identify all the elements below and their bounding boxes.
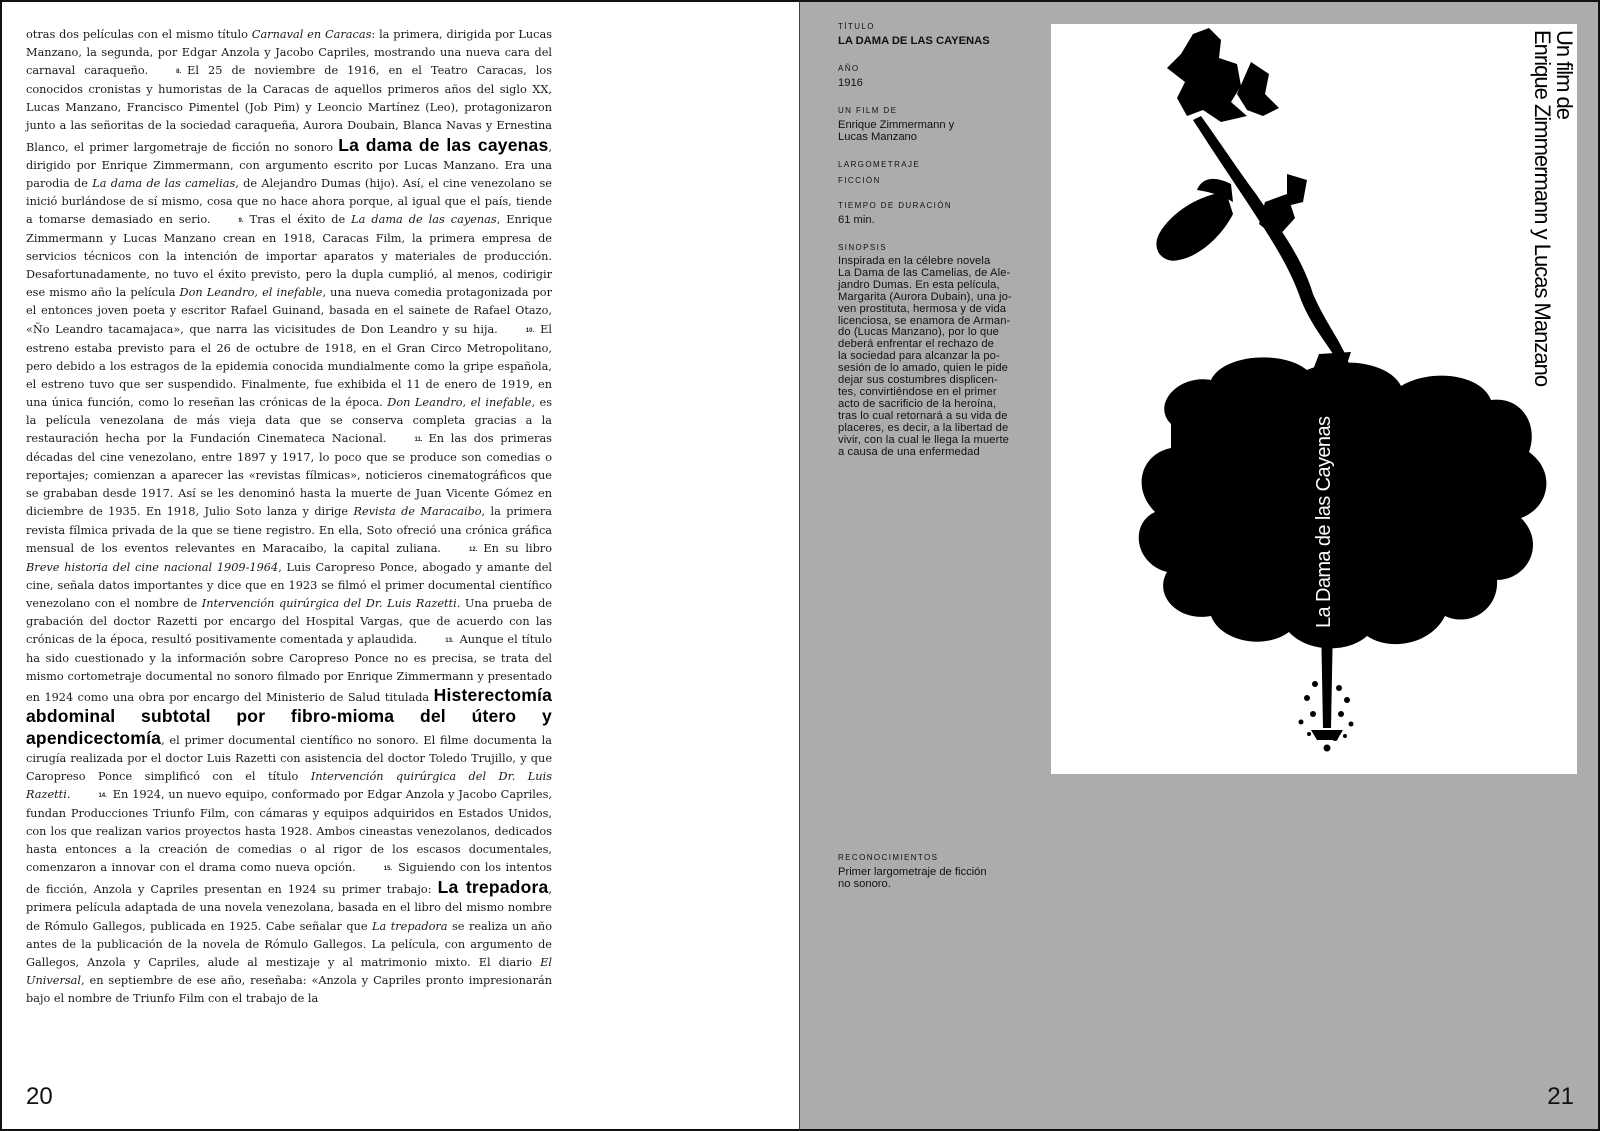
reconocimientos-label: RECONOCIMIENTOS xyxy=(838,853,939,862)
sinopsis-label: SINOPSIS xyxy=(838,243,887,252)
film-de-field xyxy=(838,106,954,143)
sinopsis-line: Inspirada en la célebre novela xyxy=(838,255,991,267)
film-de-label: UN FILM DE xyxy=(838,106,898,115)
italic-title: Intervención quirúrgica del Dr. Luis Razetti xyxy=(201,596,457,610)
sinopsis-line: deberá enfrentar el rechazo de xyxy=(838,338,994,351)
highlighted-film-title: La dama de las cayenas xyxy=(338,134,549,155)
text-segment: , el primer documental científico no sonoro. El filme documenta la cirugía realizada por el doctor Luis Razetti con asistencia del doctor Toledo Trujillo, y que Caropreso Ponce simplificó con el título xyxy=(26,733,552,783)
sinopsis-line: do (Lucas Manzano), por lo que xyxy=(838,326,999,339)
anio-value: 1916 xyxy=(838,77,863,89)
sinopsis-line: jandro Dumas. En esta película, xyxy=(838,278,1000,291)
hibiscus-flower-illustration xyxy=(1051,24,1577,774)
text-segment: se realiza un año antes de la publicación de la novela de Rómulo Gallegos. La película, con argumento de Gallegos, Anzola y Capriles, alude al mestizaje y al matrimonio mixto. El diario xyxy=(26,919,552,969)
sinopsis-line: Margarita (Aurora Dubain), una jo- xyxy=(838,290,1012,303)
text-segment: , una nueva comedia protagonizada por el entonces joven poeta y escritor Rafael Guinand, basada en el sainete de Rafael Otazo, «Ño Leandro tacamajaca», que narra las vicisitudes de Don Leandro y su hija. xyxy=(26,286,552,336)
text-segment: El 25 de noviembre de 1916, en el Teatro Caracas, los conocidos cronistas y humoristas de la Caracas de aquellos primeros años del siglo XX, Lucas Manzano, Francisco Pimentel (Job Pim) y Leoncio Martínez (Leo), protagonizaron junto a las señoritas de la sociedad caraqueña, Aurora Doubain, Blanca Navas y Ernestina Blanco, el primer largometraje de ficción no sonoro xyxy=(26,64,552,154)
text-segment: En 1924, un nuevo equipo, conformado por Edgar Anzola y Jacobo Capriles, fundan Producciones Triunfo Film, con cámaras y equipos adquiridos en Estados Unidos, con los que realizan varios proyectos hasta 1928. Ambos cineastas venezolanos, dedicados hasta entonces a la creación de comedias o al rigor de los escasos documentales, comenzaron a innovar con el drama como nueva opción. xyxy=(26,787,552,875)
anio-label: AÑO xyxy=(838,64,860,73)
note-number: 10. xyxy=(525,327,535,334)
film-de-value-1: Enrique Zimmermann y xyxy=(838,119,955,131)
page-number-right: 21 xyxy=(1547,1083,1574,1110)
highlighted-film-title: Histerectomía abdominal subtotal por fibro-mioma del útero y apendicectomía xyxy=(26,685,552,748)
italic-title: La trepadora xyxy=(372,919,448,933)
text-segment: otras dos películas con el mismo título xyxy=(26,28,252,41)
page-number-left: 20 xyxy=(26,1083,53,1110)
titulo-field xyxy=(838,22,990,47)
text-segment: El estreno estaba previsto para el 26 de octubre de 1918, en el Gran Circo Metropolitano, pero debido a los estragos de la epidemia conocida mundialmente como la gripe española, el estreno tuvo que ser suspendido. Finalmente, fue exhibida el 11 de enero de 1919, en una única función, como lo reseñan las crónicas de la época. xyxy=(26,322,552,409)
text-segment: , dirigido por Enrique Zimmermann, con argumento escrito por Lucas Manzano. Era una parodia de xyxy=(26,140,552,190)
text-segment: En las dos primeras décadas del cine venezolano, entre 1897 y 1917, lo poco que se produce son comedias o reportajes; comienzan a aparecer las «revistas fílmicas», noticieros cinematográficos que se grababan desde 1917. Así se les denominó hasta la muerte de Juan Vicente Gómez en diciembre de 1935. En 1918, Julio Soto lanza y dirige xyxy=(26,432,552,519)
note-number: 12. xyxy=(469,546,478,553)
italic-title: Intervención quirúrgica del Dr. Luis Razetti xyxy=(26,769,552,801)
reconocimientos-field xyxy=(838,853,987,890)
duracion-value: 61 min. xyxy=(838,214,875,226)
text-segment: , de Alejandro Dumas (hijo). Así, el cine venezolano se inició burlándose de sí mismo, cosa que no hace ahora porque, al igual que el país, tiende a tomarse demasiado en serio. xyxy=(26,176,552,226)
sinopsis-line: placeres, es decir, a la libertad de xyxy=(838,421,1009,434)
text-segment: En su libro xyxy=(483,541,553,555)
genero-label: LARGOMETRAJE xyxy=(838,160,921,169)
text-segment: Tras el éxito de xyxy=(249,212,352,226)
poster-title: La Dama de las Cayenas xyxy=(1313,416,1335,628)
text-segment: : la primera, dirigida por Lucas Manzano, la segunda, por Edgar Anzola y Jacobo Capriles, mostrando una nueva cara del carnaval caraqueño. xyxy=(26,28,552,78)
film-de-value-2: Lucas Manzano xyxy=(838,131,917,143)
sinopsis-line: La Dama de las Camelias, de Ale- xyxy=(838,266,1011,279)
anio-field xyxy=(838,64,863,89)
sinopsis-line: licenciosa, se enamora de Arman- xyxy=(838,314,1011,327)
italic-title: La dama de las cayenas xyxy=(351,212,497,226)
sinopsis-line: a causa de una enfermedad xyxy=(838,445,980,458)
highlighted-film-title: La trepadora xyxy=(437,877,549,898)
italic-title: Revista de Maracaibo xyxy=(353,505,482,519)
genero-field xyxy=(838,160,920,186)
sinopsis-field xyxy=(838,243,1048,458)
film-poster xyxy=(1051,24,1577,774)
text-segment: . Una prueba de grabación del doctor Razetti por encargo del Hospital Vargas, que de acuerdo con las crónicas de la época, resultó positivamente comentada y aplaudida. xyxy=(26,596,552,647)
italic-title: Breve historia del cine nacional 1909-1964 xyxy=(26,560,279,574)
sinopsis-line: tras lo cual retornará a su vida de xyxy=(838,409,1008,422)
text-segment: Siguiendo con los intentos de ficción, Anzola y Capriles presentan en 1924 su primer trabajo: xyxy=(26,861,552,897)
titulo-value: LA DAMA DE LAS CAYENAS xyxy=(838,35,990,47)
italic-title: Don Leandro, el inefable xyxy=(179,286,323,300)
duracion-label: TIEMPO DE DURACIÓN xyxy=(838,201,953,210)
text-segment: , Enrique Zimmermann y Lucas Manzano crean en 1918, Caracas Film, la primera empresa de servicios técnicos con la intención de importar aparatos y materiales de producción. Desafortunadamente, no tuvo el éxito previsto, pero la dupla cumplió, al menos, codirigir ese mismo año la película xyxy=(26,212,552,300)
note-number: 9. xyxy=(238,217,244,224)
sinopsis-line: ven prostituta, hermosa y de vida xyxy=(838,302,1007,315)
italic-title: Carnaval en Caracas xyxy=(251,28,372,41)
text-segment: . xyxy=(66,787,71,801)
note-number: 11. xyxy=(414,437,423,444)
body-text xyxy=(26,26,552,1008)
reconocimientos-line-1: Primer largometraje de ficción xyxy=(838,866,987,878)
duracion-field xyxy=(838,201,952,226)
text-segment: , la primera revista fílmica privada de la que se tiene registro. En ella, Soto ofreció una crónica gráfica mensual de los eventos relevantes en Maracaibo, la capital zuliana. xyxy=(26,505,552,555)
sinopsis-line: sesión de lo amado, quien le pide xyxy=(838,362,1008,375)
sinopsis-line: tes, convirtiéndose en el primer xyxy=(838,385,997,398)
poster-credit xyxy=(1531,30,1575,386)
sinopsis-line: vivir, con la cual le llega la muerte xyxy=(838,433,1009,446)
sinopsis-line: acto de sacrificio de la heroína, xyxy=(838,397,997,410)
note-number: 15. xyxy=(383,866,393,873)
note-number: 13. xyxy=(445,638,454,645)
sinopsis-line: dejar sus costumbres displicen- xyxy=(838,374,998,387)
text-segment: , en septiembre de ese año, reseñaba: «Anzola y Capriles pronto impresionarán bajo el nombre de Triunfo Film con el trabajo de la xyxy=(26,973,552,1005)
italic-title: Don Leandro, el inefable xyxy=(387,395,532,409)
poster-credit-line-2: Enrique Zimmermann y Lucas Manzano xyxy=(1530,30,1555,387)
titulo-label: TÍTULO xyxy=(838,22,875,31)
text-segment: Aunque el título ha sido cuestionado y la información sobre Caropreso Ponce no es precisa, se trata del mismo cortometraje documental no sonoro filmado por Enrique Zimmermann y presentado en 1924 como una obra por encargo del Ministerio de Salud titulada xyxy=(26,633,552,705)
sinopsis-text xyxy=(838,256,1048,458)
text-segment: , primera película adaptada de una novela venezolana, basada en el libro del mismo nombre de Rómulo Gallegos, publicada en 1925. Cabe señalar que xyxy=(26,883,552,933)
italic-title: La dama de las camelias xyxy=(92,176,236,190)
reconocimientos-line-2: no sonoro. xyxy=(838,878,891,890)
text-segment: , es la película venezolana de más vieja data que se conserva completa gracias a la restauración hecha por la Fundación Cinemateca Nacional. xyxy=(26,395,553,446)
sinopsis-line: la sociedad para alcanzar la po- xyxy=(838,350,1000,363)
genero-value: FICCIÓN xyxy=(838,176,881,185)
italic-title: El Universal xyxy=(26,955,552,987)
note-number: 14. xyxy=(98,792,107,799)
poster-credit-line-1: Un film de xyxy=(1552,30,1577,120)
text-segment: , Luis Caropreso Ponce, abogado y amante del cine, señala datos importantes y dice que en 1923 se filmó el primer documental científico venezolano con el nombre de xyxy=(26,560,552,610)
note-number: 8. xyxy=(176,69,182,76)
